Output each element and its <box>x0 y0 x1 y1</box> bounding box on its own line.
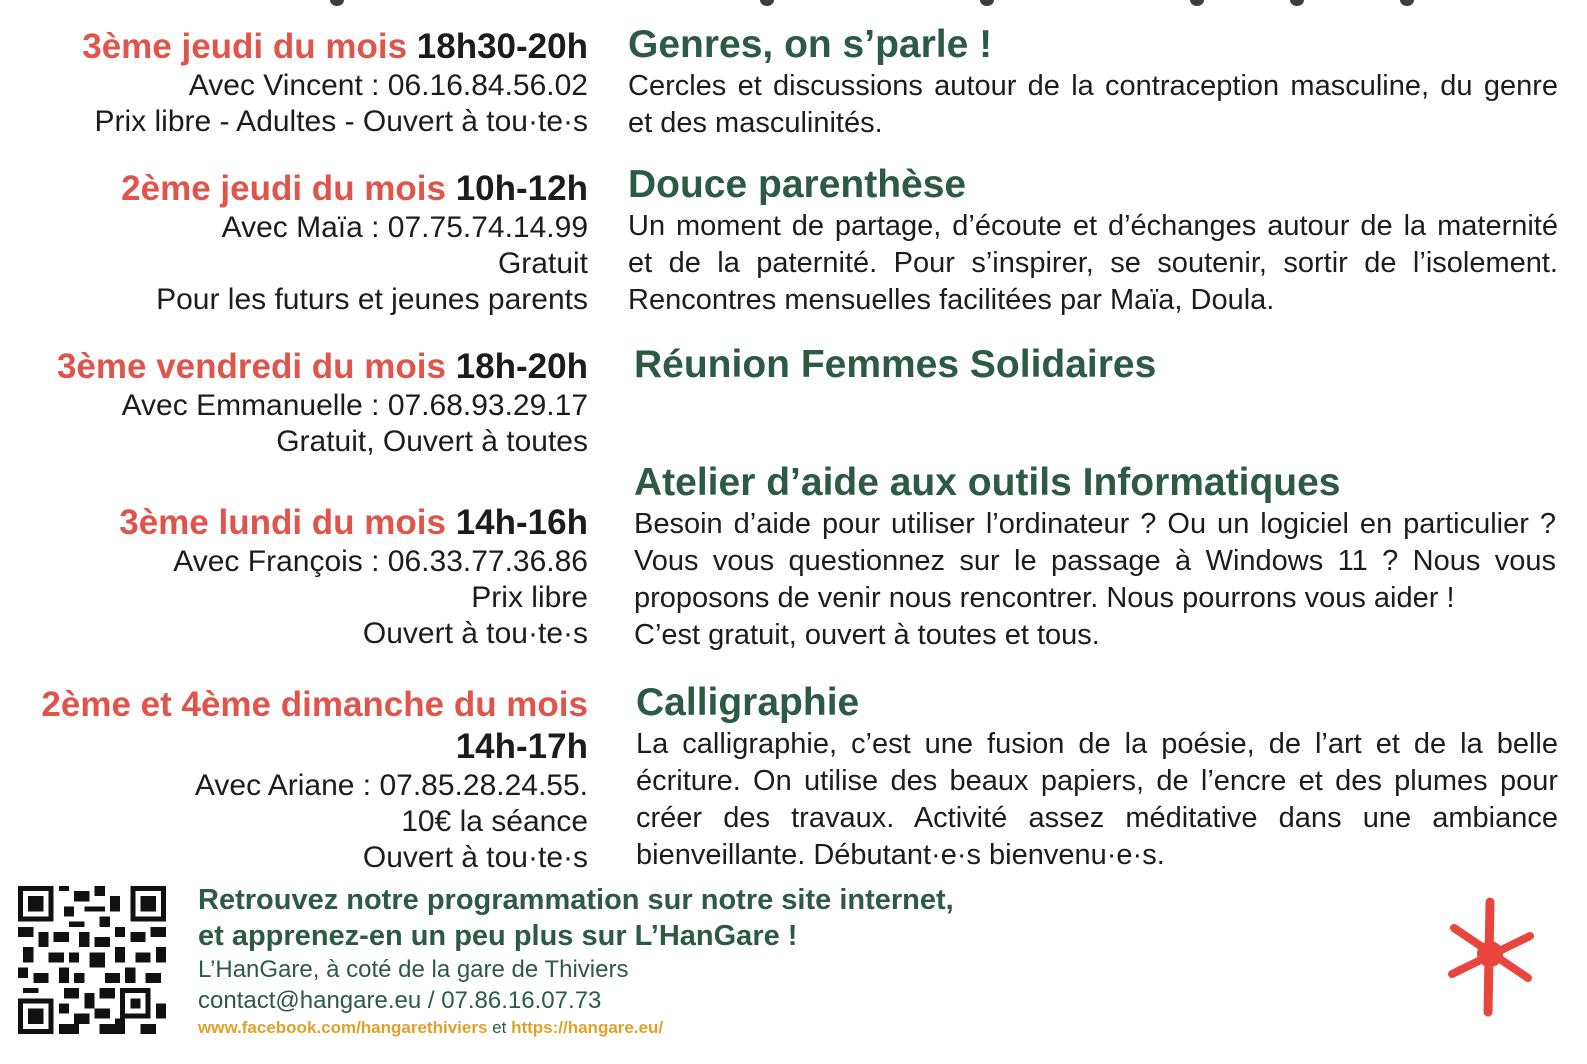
event-title: Douce parenthèse <box>628 163 967 206</box>
event-contact: Avec François : 06.33.77.36.86 <box>173 545 588 578</box>
footer <box>198 882 954 1040</box>
event-detail: Gratuit, Ouvert à toutes <box>276 425 588 458</box>
footer-links-separator: et <box>492 1018 507 1037</box>
event-title: Calligraphie <box>636 681 860 724</box>
event-time: 18h30-20h <box>416 27 588 66</box>
event-detail: Ouvert à tou·te·s <box>362 841 588 874</box>
event-schedule <box>41 684 588 876</box>
qr-code-icon <box>16 886 168 1034</box>
event-description: La calligraphie, c’est une fusion de la poésie, de l’art et de la belle écriture. On utilise des beaux papiers, de l’encre et des plumes pour créer des travaux. Activité assez méditative dans une ambiance bienveillante. Débutant·e·s bienvenu·e·s. <box>636 728 1558 871</box>
event-description: Cercles et discussions autour de la contraception masculine, du genre et des masculinités. <box>628 70 1558 139</box>
facebook-link[interactable]: www.facebook.com/hangarethiviers <box>198 1018 488 1037</box>
event-when: 2ème et 4ème dimanche du mois <box>41 685 588 724</box>
event-time: 10h-12h <box>455 169 588 208</box>
footer-contact[interactable]: contact@hangare.eu / 07.86.16.07.73 <box>198 987 602 1014</box>
star-icon <box>1444 896 1536 1018</box>
event-detail: 10€ la séance <box>401 805 588 838</box>
event-contact: Avec Emmanuelle : 07.68.93.29.17 <box>121 389 588 422</box>
event-contact: Avec Ariane : 07.85.28.24.55. <box>194 769 588 802</box>
event-when: 2ème jeudi du mois 10h-12h <box>121 169 588 208</box>
event-description-block <box>634 460 1556 654</box>
footer-title-line: et apprenez-en un peu plus sur L’HanGare ! <box>198 920 798 952</box>
event-time: 18h-20h <box>455 347 588 386</box>
event-time: 14h-17h <box>455 727 588 766</box>
event-description-block <box>634 342 1564 388</box>
event-detail: Ouvert à tou·te·s <box>362 617 588 650</box>
footer-title-line: Retrouvez notre programmation sur notre site internet, <box>198 884 954 916</box>
footer-address: L’HanGare, à coté de la gare de Thiviers <box>198 956 629 983</box>
event-description-block <box>628 162 1558 319</box>
event-description-block <box>628 22 1558 142</box>
website-link[interactable]: https://hangare.eu/ <box>511 1018 664 1037</box>
event-detail: Prix libre <box>471 581 588 614</box>
event-schedule <box>121 168 588 318</box>
event-schedule <box>119 502 588 652</box>
event-title: Réunion Femmes Solidaires <box>634 343 1157 386</box>
event-contact: Avec Vincent : 06.16.84.56.02 <box>188 69 588 102</box>
event-title: Genres, on s’parle ! <box>628 23 993 66</box>
footer-links <box>198 1016 954 1040</box>
cropped-text-fragment <box>0 0 1587 8</box>
event-description-extra: C’est gratuit, ouvert à toutes et tous. <box>634 619 1100 651</box>
event-when: 3ème vendredi du mois 18h-20h <box>56 347 588 386</box>
event-detail: Pour les futurs et jeunes parents <box>156 283 588 316</box>
event-description-block <box>636 680 1558 874</box>
event-contact: Avec Maïa : 07.75.74.14.99 <box>221 211 588 244</box>
event-detail: Prix libre - Adultes - Ouvert à tou·te·s <box>94 105 588 138</box>
event-description: Besoin d’aide pour utiliser l’ordinateur ? Ou un logiciel en particulier ? Vous vous questionnez sur le passage à Windows 11 ? Nous vous proposons de venir nous rencontrer. Nous pourrons vous aider ! <box>634 508 1556 614</box>
event-title: Atelier d’aide aux outils Informatiques <box>634 461 1341 504</box>
event-when: 3ème lundi du mois 14h-16h <box>119 503 588 542</box>
event-schedule <box>82 26 588 140</box>
event-schedule <box>57 346 588 460</box>
event-description: Un moment de partage, d’écoute et d’échanges autour de la maternité et de la paternité. Pour s’inspirer, se soutenir, sortir de l’isolement. Rencontres mensuelles facilitées par Maïa, Doula. <box>628 210 1558 316</box>
event-detail: Gratuit <box>497 247 588 280</box>
event-when: 3ème jeudi du mois 18h30-20h <box>82 27 588 66</box>
event-time: 14h-16h <box>455 503 588 542</box>
